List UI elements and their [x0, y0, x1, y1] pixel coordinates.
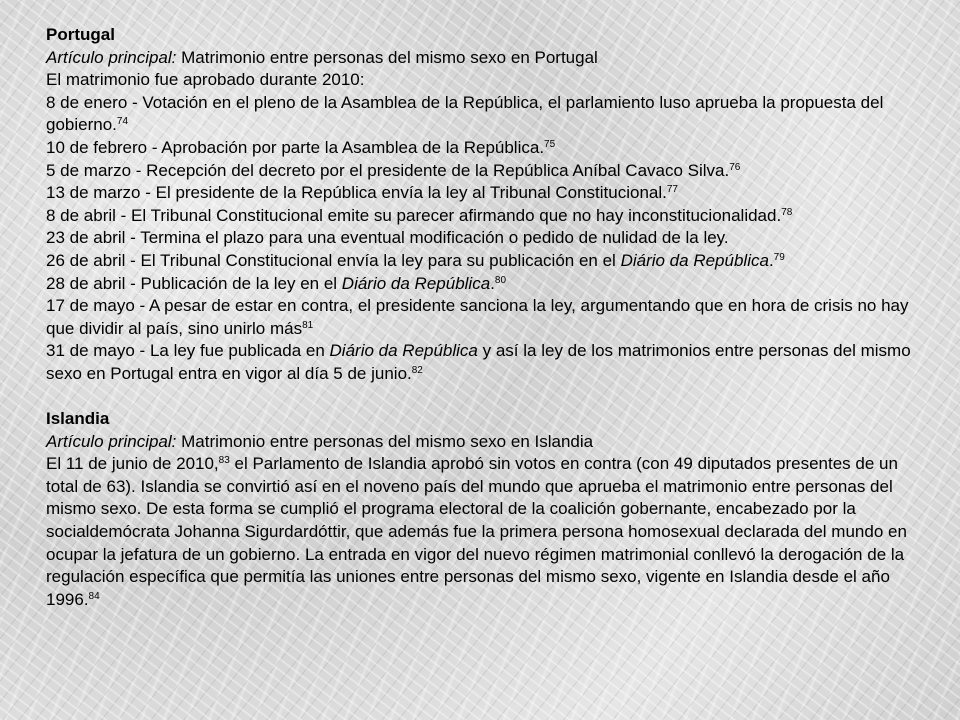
reference-marker[interactable]: 82 [411, 364, 423, 376]
section-title-islandia: Islandia [46, 409, 110, 429]
section-gap [46, 386, 926, 409]
reference-marker[interactable]: 74 [116, 116, 129, 128]
reference-marker[interactable]: 78 [781, 206, 793, 218]
event-text: . [490, 273, 495, 293]
reference-marker[interactable]: 75 [544, 138, 556, 150]
event-text: 28 de abril - Publicación de la ley en el [46, 273, 342, 293]
publication-name: Diário da República [620, 250, 769, 270]
reference-marker[interactable]: 81 [302, 319, 314, 331]
slide-body [46, 24, 926, 611]
main-article-link[interactable]: Matrimonio entre personas del mismo sexo en Portugal [176, 47, 598, 67]
reference-marker[interactable]: 79 [773, 251, 785, 263]
event-line [46, 137, 926, 160]
main-article-line-portugal [46, 47, 926, 70]
event-line [46, 273, 926, 296]
main-article-link[interactable]: Matrimonio entre personas del mismo sexo en Islandia [176, 431, 594, 451]
event-line [46, 295, 926, 340]
event-line [46, 340, 926, 385]
main-article-label: Artículo principal: [46, 47, 177, 67]
event-line [46, 92, 926, 137]
event-line [46, 205, 926, 228]
event-line [46, 160, 926, 183]
event-line [46, 227, 926, 250]
event-text: 23 de abril - Termina el plazo para una eventual modificación o pedido de nulidad de la ley. [46, 228, 729, 248]
paragraph-islandia [46, 453, 926, 611]
event-text: y así la ley de los matrimonios entre personas del mismo sexo en Portugal entra en vigor al día 5 de junio. [46, 341, 911, 383]
event-line [46, 182, 926, 205]
main-article-label: Artículo principal: [46, 431, 177, 451]
event-text: . [768, 250, 774, 270]
publication-name: Diário da República [341, 273, 491, 293]
paragraph-text: el Parlamento de Islandia aprobó sin votos en contra (con 49 diputados presentes de un total de 63). Islandia se convirtió así en el noveno país del mundo que aprueba el matrimonio entre personas del mismo sexo. De esta forma se cumplió el programa electoral de la coalición gobernante, encabezado por la socialdemócrata Johanna Sigurdardóttir, que además fue la primera persona homosexual declarada del mundo en ocupar la jefatura de un gobierno. La entrada en vigor del nuevo régimen matrimonial conllevó la derogación de la regulación específica que permitía las uniones entre personas del mismo sexo, vigente en Islandia desde el año 1996. [46, 454, 907, 609]
section-title-portugal: Portugal [46, 25, 115, 44]
event-text: 31 de mayo - La ley fue publicada en [46, 341, 330, 361]
event-list [46, 92, 926, 386]
paragraph-text: El 11 de junio de 2010, [46, 454, 219, 474]
reference-marker[interactable]: 76 [729, 161, 741, 173]
event-text: 17 de mayo - A pesar de estar en contra, el presidente sanciona la ley, argumentando que en hora de crisis no hay que dividir al país, sino unirlo más [46, 296, 909, 338]
reference-marker[interactable]: 77 [666, 184, 678, 196]
event-text: 26 de abril - El Tribunal Constitucional envía la ley para su publicación en el [46, 250, 621, 270]
event-text: 8 de enero - Votación en el pleno de la Asamblea de la República, el parlamiento luso aprueba la propuesta del gobierno. [46, 92, 884, 135]
event-text: 13 de marzo - El presidente de la República envía la ley al Tribunal Constitucional. [46, 183, 667, 203]
intro-line: El matrimonio fue aprobado durante 2010: [46, 70, 365, 90]
publication-name: Diário da República [329, 341, 478, 361]
event-text: 8 de abril - El Tribunal Constitucional emite su parecer afirmando que no hay inconstitucionalidad. [46, 205, 782, 225]
event-text: 10 de febrero - Aprobación por parte la Asamblea de la República. [46, 137, 545, 157]
reference-marker[interactable]: 83 [218, 455, 230, 467]
event-text: 5 de marzo - Recepción del decreto por el presidente de la República Aníbal Cavaco Silva. [46, 160, 730, 180]
main-article-line-islandia [46, 431, 926, 454]
event-line [46, 250, 926, 273]
reference-marker[interactable]: 84 [88, 590, 100, 602]
reference-marker[interactable]: 80 [494, 274, 507, 286]
